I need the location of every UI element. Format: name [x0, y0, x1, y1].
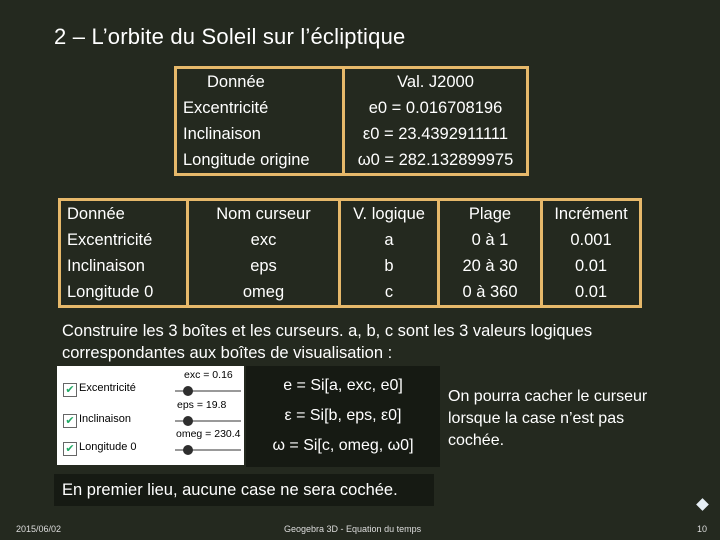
- table2-col-increment: [542, 200, 641, 307]
- table1-row-label: Inclinaison: [183, 125, 261, 143]
- table2-header: Plage: [468, 205, 512, 223]
- instructions-line-1: Construire les 3 boîtes et les curseurs. a, b, c sont les 3 valeurs logiques: [62, 322, 593, 340]
- table2-col-nom-curseur: [188, 200, 340, 307]
- table1-row-value: ω0 = 282.132899975: [357, 151, 514, 169]
- checkbox-longitude[interactable]: ✔: [63, 442, 77, 456]
- sliders-table: [58, 198, 642, 308]
- table2-header: V. logique: [353, 205, 425, 223]
- slider-knob-eps[interactable]: [183, 416, 193, 426]
- table2-cell: 0.01: [574, 283, 608, 301]
- formula-e: e = Si[a, exc, e0]: [283, 377, 403, 394]
- footer-title: Geogebra 3D - Equation du temps: [284, 524, 422, 534]
- slider-value-omeg: omeg = 230.4: [176, 428, 241, 440]
- formula-omega: ω = Si[c, omeg, ω0]: [272, 437, 414, 454]
- j2000-values-table: [174, 66, 529, 176]
- checkbox-excentricite[interactable]: ✔: [63, 383, 77, 397]
- table2-col-donnee: [60, 200, 188, 307]
- checkbox-label: Excentricité: [79, 382, 136, 394]
- formula-epsilon: ε = Si[b, eps, ε0]: [284, 407, 402, 424]
- table2-header: Nom curseur: [216, 205, 311, 223]
- table1-col-donnee: [176, 68, 344, 175]
- table1-row-value: e0 = 0.016708196: [368, 99, 503, 117]
- table2-cell: 0.001: [570, 231, 612, 249]
- table2-cell: Longitude 0: [67, 283, 154, 301]
- table1-row-label: Longitude origine: [183, 151, 310, 169]
- checkbox-label: Inclinaison: [79, 413, 131, 425]
- table2-header: Donnée: [67, 205, 125, 223]
- table2-header: Incrément: [554, 205, 628, 223]
- checkbox-inclinaison[interactable]: ✔: [63, 414, 77, 428]
- table1-row-label: Excentricité: [183, 99, 269, 117]
- slide-title: 2 – L’orbite du Soleil sur l’écliptique: [54, 24, 406, 49]
- geogebra-checkbox-panel: [57, 366, 244, 465]
- slider-knob-omeg[interactable]: [183, 445, 193, 455]
- table1-row-value: ε0 = 23.4392911111: [362, 125, 509, 143]
- instructions-paragraph: [62, 320, 662, 364]
- table2-cell: Excentricité: [67, 231, 153, 249]
- table2-col-plage: [439, 200, 542, 307]
- footer-page-number: 10: [697, 524, 708, 534]
- table2-cell: eps: [250, 257, 277, 275]
- footer-date: 2015/06/02: [16, 524, 62, 534]
- diamond-icon: [696, 498, 709, 511]
- checkbox-label: Longitude 0: [79, 441, 137, 453]
- table2-cell: 0 à 360: [462, 283, 518, 301]
- table2-cell: exc: [250, 231, 277, 249]
- formulas-box: [246, 366, 440, 467]
- table1-header-val: Val. J2000: [397, 73, 474, 91]
- slider-value-eps: eps = 19.8: [177, 399, 227, 411]
- table2-cell: b: [384, 257, 394, 275]
- hint-note: On pourra cacher le curseur lorsque la case n’est pas cochée.: [448, 388, 648, 449]
- table2-cell: 0.01: [574, 257, 608, 275]
- instructions-line-2: correspondantes aux boîtes de visualisation :: [62, 344, 393, 362]
- slider-value-exc: exc = 0.16: [184, 369, 233, 381]
- table1-col-values: [344, 68, 528, 175]
- slider-knob-exc[interactable]: [183, 386, 193, 396]
- table2-cell: omeg: [242, 283, 285, 301]
- table2-cell: a: [384, 231, 394, 249]
- table2-cell: Inclinaison: [67, 257, 145, 275]
- table2-cell: 20 à 30: [462, 257, 518, 275]
- first-note-box: En premier lieu, aucune case ne sera cochée.: [54, 474, 434, 506]
- table2-col-v-logique: [340, 200, 439, 307]
- table2-cell: c: [384, 283, 394, 301]
- table2-cell: 0 à 1: [471, 231, 509, 249]
- table1-header-donnee: Donnée: [207, 73, 265, 91]
